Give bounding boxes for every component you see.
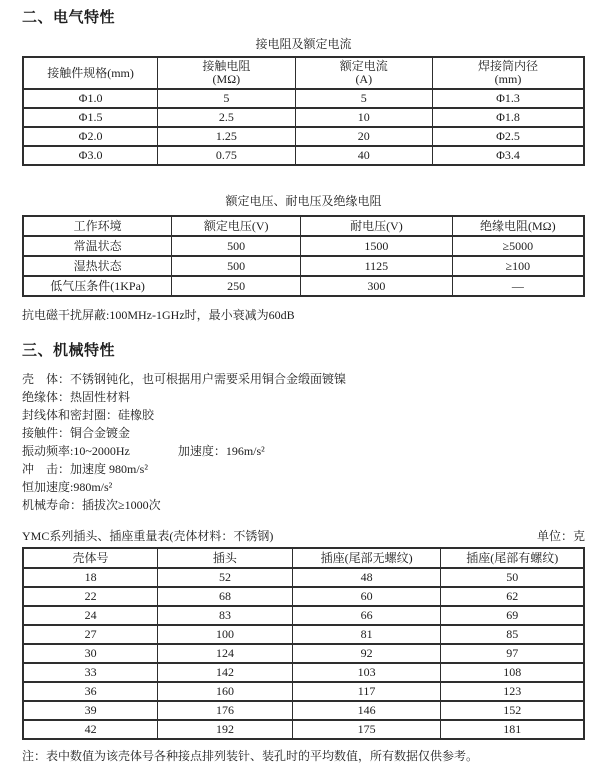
table-cell: 1125 [301, 256, 452, 276]
table-cell: 124 [158, 644, 293, 663]
table-row [23, 663, 584, 682]
spec-line-mechanical-life: 机械寿命：插拔次≥1000次 [22, 498, 161, 512]
header-text: 额定电流 [339, 59, 388, 73]
table-cell: 192 [158, 720, 293, 739]
table-cell: 97 [441, 644, 584, 663]
table-cell: 152 [441, 701, 584, 720]
table-cell: ≥100 [452, 256, 584, 276]
table-cell: 176 [158, 701, 293, 720]
table-cell: Φ2.5 [433, 127, 585, 146]
table-cell: 27 [23, 625, 158, 644]
table-cell: 123 [441, 682, 584, 701]
table-row [23, 127, 584, 146]
table-cell: 24 [23, 606, 158, 625]
table-row [23, 606, 584, 625]
spec-line-shell: 壳 体：不锈钢钝化，也可根据用户需要采用铜合金缎面镀镍 [22, 372, 347, 386]
table-cell: 1.25 [158, 127, 295, 146]
table-cell: 66 [292, 606, 441, 625]
header-unit: (A) [355, 72, 373, 86]
table2-title: 额定电压、耐电压及绝缘电阻 [225, 194, 382, 208]
table-row [23, 625, 584, 644]
header-text: 接触电阻 [202, 59, 251, 73]
table-cell: 5 [295, 89, 432, 108]
spec-line-acceleration: 恒加速度:980m/s² [22, 480, 113, 494]
table-row [23, 701, 584, 720]
table-row [23, 146, 584, 165]
header-cell [158, 57, 295, 89]
table-cell: Φ1.0 [23, 89, 158, 108]
contact-resistance-table [22, 56, 585, 166]
header-cell [23, 57, 158, 89]
table-cell: 62 [441, 587, 584, 606]
table-cell: 1500 [301, 236, 452, 256]
table-cell: 39 [23, 701, 158, 720]
header-cell: 工作环境 [73, 218, 122, 233]
voltage-insulation-table [22, 215, 585, 297]
table-cell: 18 [23, 568, 158, 587]
weight-table-caption-row [22, 529, 585, 544]
table-cell: 60 [292, 587, 441, 606]
table-cell: 42 [23, 720, 158, 739]
spec-line-contact: 接触件：铜合金镀金 [22, 426, 131, 440]
table-row [23, 720, 584, 739]
table-cell: Φ2.0 [23, 127, 158, 146]
section-heading-electrical: 二、电气特性 [22, 9, 116, 26]
table-cell: Φ3.0 [23, 146, 158, 165]
table-cell: 30 [23, 644, 158, 663]
table-cell: 22 [23, 587, 158, 606]
table-cell: 92 [292, 644, 441, 663]
table1-title: 接电阻及额定电流 [255, 37, 352, 51]
weight-table-caption: YMC系列插头、插座重量表(壳体材料：不锈钢) [22, 529, 274, 543]
weight-table-unit-label: 单位：克 [536, 529, 585, 543]
header-text: 接触件规格(mm) [47, 65, 134, 80]
table-cell: 2.5 [158, 108, 295, 127]
weight-table [22, 547, 585, 740]
header-cell: 耐电压(V) [301, 216, 452, 236]
table-cell: 湿热状态 [23, 256, 172, 276]
table-header-row [23, 548, 584, 568]
spec-line-seal: 封线体和密封圈：硅橡胶 [22, 408, 155, 422]
header-unit: (mm) [494, 72, 522, 86]
header-unit: (MΩ) [212, 72, 241, 86]
table-cell: 48 [292, 568, 441, 587]
spec-line-shock: 冲 击：加速度 980m/s² [22, 462, 148, 476]
table-cell: 108 [441, 663, 584, 682]
table-row [23, 587, 584, 606]
table-cell: 85 [441, 625, 584, 644]
table-footnote: 注：表中数值为该壳体号各种接点排列装针、装孔时的平均数值，所有数据仅供参考。 [22, 749, 479, 763]
table-cell: 50 [441, 568, 584, 587]
table-cell: Φ1.8 [433, 108, 585, 127]
table-cell: 500 [172, 236, 301, 256]
header-cell: 插座(尾部无螺纹) [292, 548, 441, 568]
table-header-row [23, 57, 584, 89]
table-cell: 117 [292, 682, 441, 701]
header-cell [433, 57, 585, 89]
table-cell: Φ1.5 [23, 108, 158, 127]
table-row [23, 682, 584, 701]
table-cell: — [452, 276, 584, 296]
table-cell: 81 [292, 625, 441, 644]
header-cell [295, 57, 432, 89]
header-text: 焊接筒内径 [477, 59, 538, 73]
table-cell: ≥5000 [452, 236, 584, 256]
emi-shielding-note: 抗电磁干扰屏蔽:100MHz-1GHz时，最小衰减为60dB [22, 308, 295, 322]
header-cell: 额定电压(V) [172, 216, 301, 236]
table-cell: 40 [295, 146, 432, 165]
section-heading-mechanical: 三、机械特性 [22, 342, 116, 359]
table-cell: 142 [158, 663, 293, 682]
table-cell: 160 [158, 682, 293, 701]
table-row [23, 276, 584, 296]
table-row [23, 256, 584, 276]
header-cell: 插头 [158, 548, 293, 568]
table-cell: 68 [158, 587, 293, 606]
table-cell: 36 [23, 682, 158, 701]
table-cell: Φ1.3 [433, 89, 585, 108]
header-cell: 壳体号 [72, 550, 109, 565]
table-cell: Φ3.4 [433, 146, 585, 165]
header-cell: 绝缘电阻(MΩ) [452, 216, 584, 236]
table-cell: 20 [295, 127, 432, 146]
spec-line-insulator: 绝缘体：热固性材料 [22, 390, 131, 404]
spec-line-vibration: 振动频率:10~2000Hz 加速度：196m/s² [22, 444, 265, 458]
header-cell: 插座(尾部有螺纹) [441, 548, 584, 568]
table-cell: 低气压条件(1KPa) [23, 276, 172, 296]
table-row [23, 89, 584, 108]
table-row [23, 108, 584, 127]
table-cell: 52 [158, 568, 293, 587]
table-row [23, 236, 584, 256]
table-cell: 300 [301, 276, 452, 296]
table-cell: 83 [158, 606, 293, 625]
table-cell: 33 [23, 663, 158, 682]
table-cell: 250 [172, 276, 301, 296]
table-row [23, 568, 584, 587]
table-cell: 500 [172, 256, 301, 276]
table-cell: 181 [441, 720, 584, 739]
mechanical-specs [22, 370, 585, 514]
table-cell: 100 [158, 625, 293, 644]
table-cell: 175 [292, 720, 441, 739]
table-row [23, 644, 584, 663]
table-cell: 10 [295, 108, 432, 127]
table-cell: 69 [441, 606, 584, 625]
table-header-row [23, 216, 584, 236]
table-cell: 103 [292, 663, 441, 682]
table-cell: 5 [158, 89, 295, 108]
table-cell: 0.75 [158, 146, 295, 165]
table-cell: 146 [292, 701, 441, 720]
table-cell: 常温状态 [23, 236, 172, 256]
